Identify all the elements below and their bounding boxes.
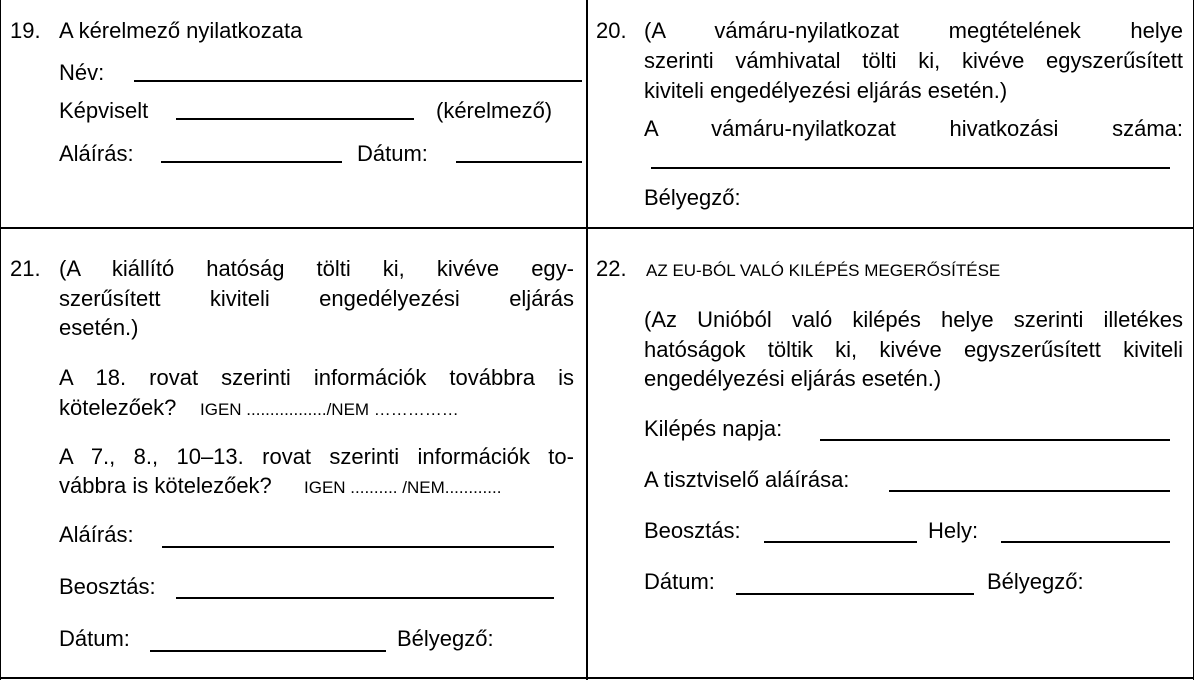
box-22-line-3: engedélyezési eljárás esetén.) (644, 366, 942, 391)
box-21-number: 21. (10, 256, 41, 281)
name-field[interactable] (134, 80, 582, 82)
question-1-options[interactable]: IGEN ................./NEM …………… (200, 400, 459, 419)
question-2-line-2: vábbra is kötelezőek? (59, 473, 272, 498)
place-label: Hely: (928, 518, 979, 543)
place-field[interactable] (1001, 541, 1170, 543)
position-label-21: Beosztás: (59, 574, 156, 599)
box-19-number: 19. (10, 18, 41, 43)
question-2-line-1: A 7., 8., 10–13. rovat szerinti információk to- (59, 444, 574, 469)
question-1-line-1: A 18. rovat szerinti információk továbbra is (59, 365, 574, 390)
box-22-line-2: hatóságok töltik ki, kivéve egyszerűsített kiviteli (644, 337, 1183, 362)
position-field-22[interactable] (764, 541, 917, 543)
represented-field[interactable] (176, 118, 414, 120)
position-label-22: Beosztás: (644, 518, 741, 543)
officer-signature-field[interactable] (889, 490, 1170, 492)
signature-label: Aláírás: (59, 141, 134, 166)
box-22-line-1: (Az Unióból való kilépés helye szerinti illetékes (644, 307, 1183, 332)
date-label-21: Dátum: (59, 626, 130, 651)
position-field-21[interactable] (176, 597, 554, 599)
date-field-21[interactable] (150, 650, 386, 652)
signature-field[interactable] (161, 161, 342, 163)
reference-number-field[interactable] (651, 167, 1170, 169)
exit-date-field[interactable] (820, 439, 1170, 441)
box-20-number: 20. (596, 18, 627, 43)
date-field-22[interactable] (736, 593, 974, 595)
date-label: Dátum: (357, 141, 428, 166)
border-left (0, 0, 1, 680)
name-label: Név: (59, 60, 105, 85)
box-20-line-2: szerinti vámhivatal tölti ki, kivéve egyszerűsített (644, 48, 1183, 73)
reference-number-label: A vámáru-nyilatkozat hivatkozási száma: (644, 116, 1183, 141)
signature-field-21[interactable] (162, 546, 554, 548)
applicant-suffix: (kérelmező) (436, 98, 553, 123)
stamp-label-22: Bélyegző: (987, 569, 1084, 594)
box-19-title: A kérelmező nyilatkozata (59, 18, 303, 43)
box-22-title: AZ EU-BÓL VALÓ KILÉPÉS MEGERŐSÍTÉSE (646, 261, 1001, 280)
date-field[interactable] (456, 161, 582, 163)
box-22-number: 22. (596, 256, 627, 281)
stamp-label-21: Bélyegző: (397, 626, 494, 651)
officer-signature-label: A tisztviselő aláírása: (644, 467, 850, 492)
represented-label: Képviselt (59, 98, 149, 123)
box-21-line-2: szerűsített kiviteli engedélyezési eljárás (59, 286, 574, 311)
question-1-line-2: kötelezőek? (59, 395, 177, 420)
border-bottom (0, 677, 1194, 679)
box-20-line-3: kiviteli engedélyezési eljárás esetén.) (644, 78, 1008, 103)
box-21-line-3: esetén.) (59, 315, 139, 340)
date-label-22: Dátum: (644, 569, 715, 594)
stamp-label-20: Bélyegző: (644, 185, 741, 210)
exit-date-label: Kilépés napja: (644, 416, 783, 441)
signature-label-21: Aláírás: (59, 522, 134, 547)
box-20-line-1: (A vámáru-nyilatkozat megtételének helye (644, 18, 1183, 43)
question-2-options[interactable]: IGEN .......... /NEM............ (304, 478, 502, 497)
row-divider (0, 227, 1194, 229)
column-divider (586, 0, 588, 680)
box-21-line-1: (A kiállító hatóság tölti ki, kivéve egy- (59, 256, 574, 281)
